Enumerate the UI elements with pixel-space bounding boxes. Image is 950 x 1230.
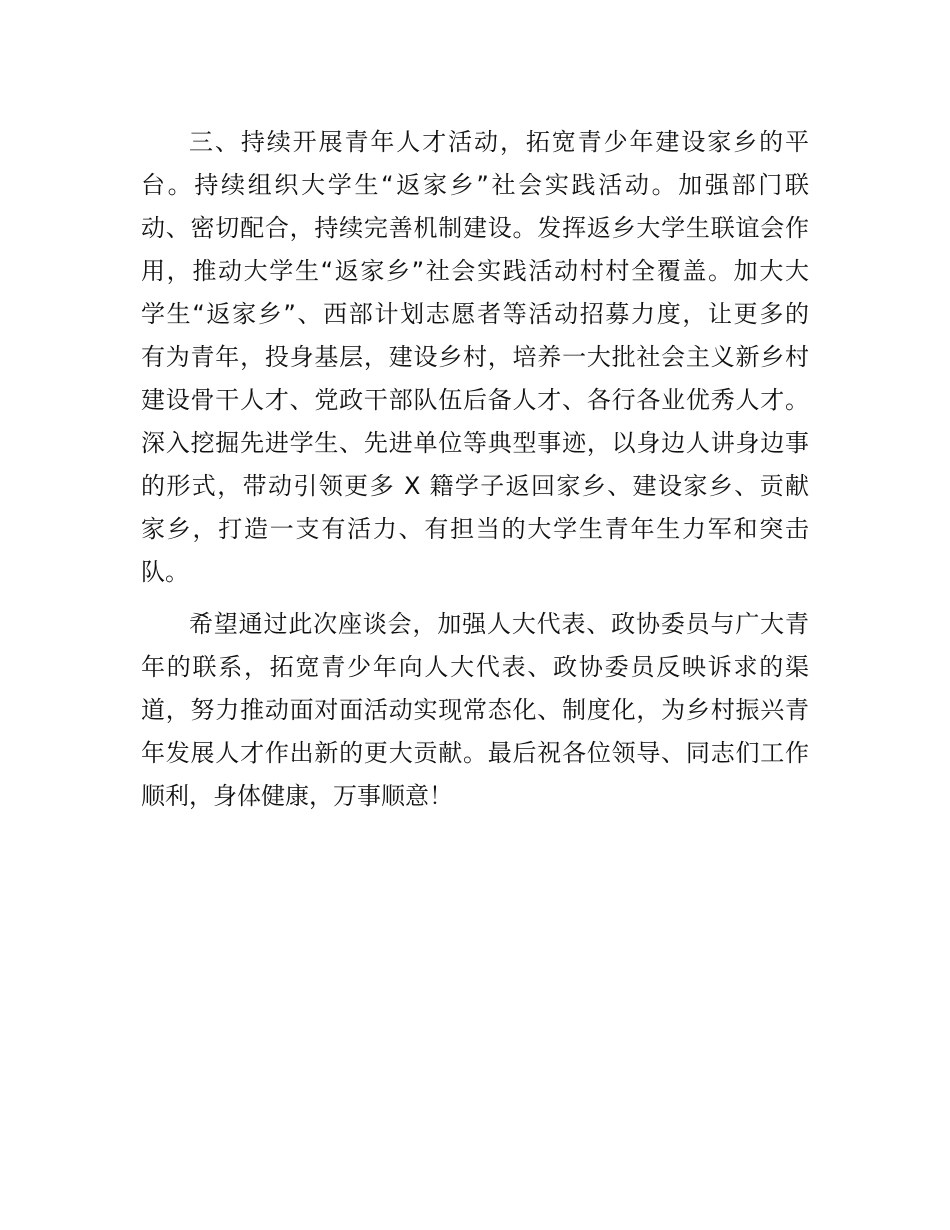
paragraph-line: 台。持续组织大学生“返家乡”社会实践活动。加强部门联 [141, 171, 809, 199]
paragraph-line: 希望通过此次座谈会，加强人大代表、政协委员与广大青 [189, 610, 809, 638]
paragraph-line: 建设骨干人才、党政干部队伍后备人才、各行各业优秀人才。 [141, 386, 809, 414]
document-body [141, 121, 809, 818]
paragraph-line: 道，努力推动面对面活动实现常态化、制度化，为乡村振兴青 [141, 696, 809, 724]
paragraph-line: 动、密切配合，持续完善机制建设。发挥返乡大学生联谊会作 [141, 214, 809, 242]
paragraph-last-line: 顺利，身体健康，万事顺意！ [141, 782, 453, 810]
paragraph-spacer [141, 594, 809, 603]
paragraph-line: 家乡，打造一支有活力、有担当的大学生青年生力军和突击 [141, 515, 809, 543]
paragraph-line: 年发展人才作出新的更大贡献。最后祝各位领导、同志们工作 [141, 739, 809, 767]
paragraph-line: 有为青年，投身基层，建设乡村，培养一大批社会主义新乡村 [141, 343, 809, 371]
paragraph-line: 年的联系，拓宽青少年向人大代表、政协委员反映诉求的渠 [141, 653, 809, 681]
paragraph-line: 用，推动大学生“返家乡”社会实践活动村村全覆盖。加大大 [141, 257, 809, 285]
paragraph-line: 的形式，带动引领更多 X 籍学子返回家乡、建设家乡、贡献 [141, 472, 809, 500]
paragraph-last-line: 队。 [141, 558, 189, 586]
paragraph-1 [141, 121, 809, 594]
paragraph-line: 三、持续开展青年人才活动，拓宽青少年建设家乡的平 [189, 128, 809, 156]
paragraph-line: 学生“返家乡”、西部计划志愿者等活动招募力度，让更多的 [141, 300, 809, 328]
paragraph-line: 深入挖掘先进学生、先进单位等典型事迹，以身边人讲身边事 [141, 429, 809, 457]
paragraph-2 [141, 603, 809, 818]
